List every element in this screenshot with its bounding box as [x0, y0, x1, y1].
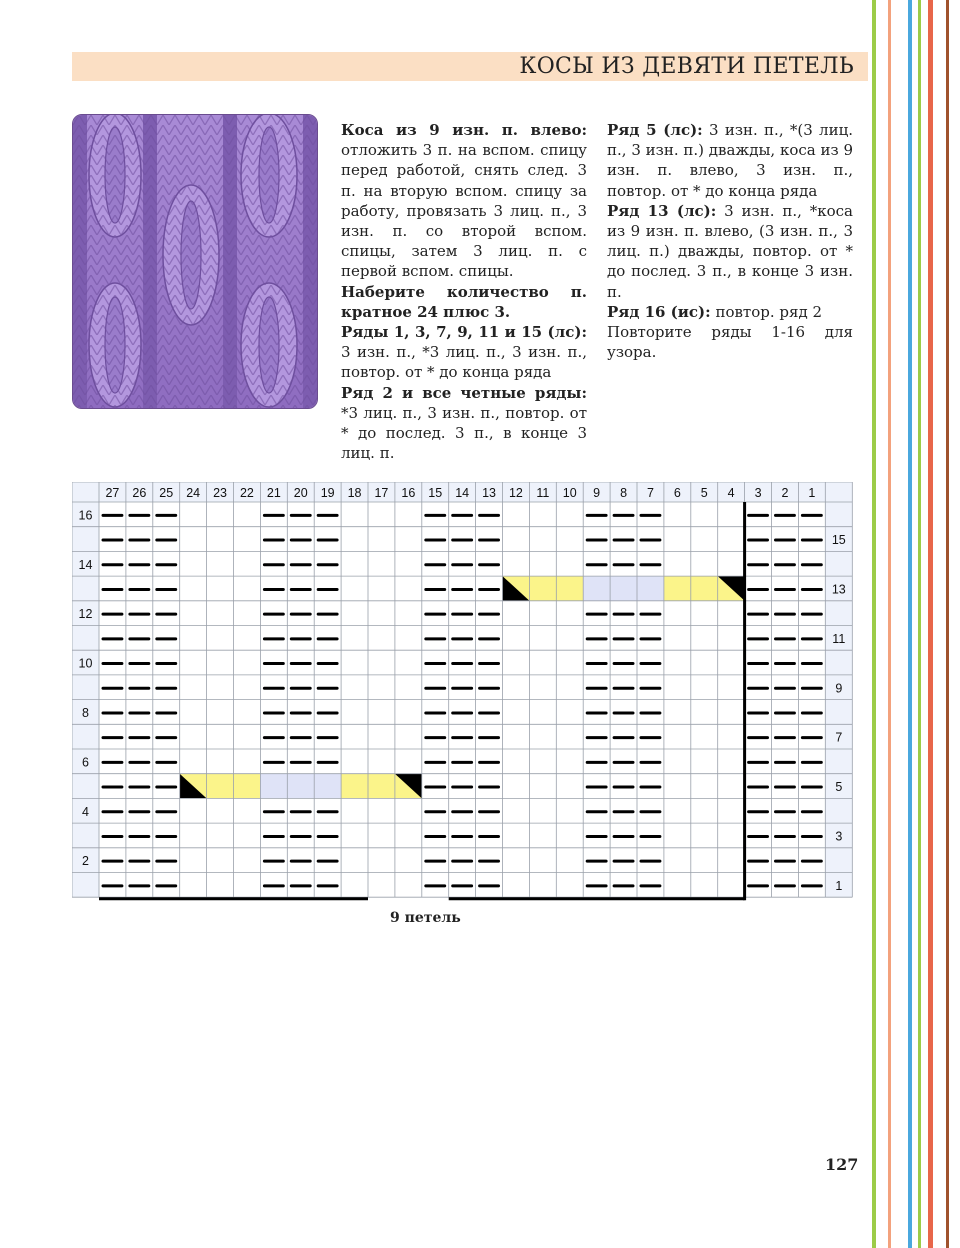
page-number: 127	[825, 1155, 859, 1174]
column-number: 2	[781, 486, 789, 500]
column-number: 5	[700, 486, 708, 500]
column-number: 21	[266, 486, 281, 500]
cable-cell	[207, 774, 234, 799]
decorative-stripe-lime	[918, 0, 921, 1248]
column-number: 16	[401, 486, 416, 500]
row-number-left: 10	[78, 656, 93, 671]
repeat-caption: 9 петель	[390, 910, 461, 926]
column-number: 9	[593, 486, 601, 500]
column-number: 27	[105, 486, 120, 500]
cable-cell	[529, 576, 556, 601]
row-number-left: 6	[82, 755, 89, 770]
decorative-stripe-orange	[888, 0, 891, 1248]
instruction-row-5: Ряд 5 (лс): 3 изн. п., *(3 лиц. п., 3 изн. п.) дважды, коса из 9 изн. п. влево, 3 изн. п., повтор. от * до конца ряда	[607, 121, 853, 200]
column-number: 14	[455, 486, 470, 500]
cable-cell	[637, 576, 664, 601]
row-number-left: 2	[82, 854, 89, 869]
column-number: 3	[754, 486, 762, 500]
row-number-left: 12	[78, 607, 93, 622]
header-band	[72, 52, 868, 81]
column-number: 22	[239, 486, 254, 500]
row-number-left: 14	[78, 557, 93, 572]
cable-cell	[234, 774, 261, 799]
row-number-left: 4	[82, 804, 89, 819]
column-number: 1	[808, 486, 816, 500]
row-number-right: 9	[835, 681, 843, 696]
instruction-cast-on: Наберите количество п. кратное 24 плюс 3.	[341, 282, 587, 321]
decorative-stripe-red	[928, 0, 933, 1248]
column-number: 7	[646, 486, 654, 500]
cable-cell	[664, 576, 691, 601]
column-number: 17	[374, 486, 389, 500]
row-number-right: 15	[831, 533, 846, 548]
instruction-cable-definition: Коса из 9 изн. п. влево: отложить 3 п. на вспом. спицу перед работой, снять след. 3 п. на вторую вспом. спицу за работу, провязать 3 лиц. п., 3 изн. п. со второй вспом. спицы, затем 3 лиц. п. с первой вспом. спицы.	[341, 121, 587, 281]
column-number: 11	[536, 486, 550, 500]
column-number: 18	[347, 486, 362, 500]
column-number: 12	[508, 486, 523, 500]
column-number: 13	[482, 486, 497, 500]
column-number: 4	[727, 486, 735, 500]
instruction-repeat: Повторите ряды 1-16 для узора.	[607, 323, 853, 362]
row-number-right: 11	[832, 631, 846, 646]
decorative-stripe-green	[872, 0, 876, 1248]
column-number: 25	[159, 486, 174, 500]
instruction-row-13: Ряд 13 (лс): 3 изн. п., *коса из 9 изн. п. влево, (3 изн. п., 3 лиц. п.) дважды, повтор. от * до послед. 3 п., в конце 3 изн. п.	[607, 201, 853, 301]
column-number: 10	[562, 486, 577, 500]
knitted-sample-image	[72, 114, 318, 409]
instructions-left-column	[341, 120, 587, 463]
cable-cell	[610, 576, 637, 601]
row-number-right: 5	[835, 780, 843, 795]
column-number: 24	[186, 486, 201, 500]
cable-cell	[314, 774, 341, 799]
cable-cell	[368, 774, 395, 799]
knitting-chart	[72, 482, 854, 902]
cable-cell	[583, 576, 610, 601]
row-number-right: 7	[835, 730, 843, 745]
column-number: 26	[132, 486, 147, 500]
decorative-stripe-brown	[946, 0, 949, 1248]
cable-cell	[556, 576, 583, 601]
column-number: 6	[673, 486, 681, 500]
column-number: 23	[213, 486, 228, 500]
cable-cell	[691, 576, 718, 601]
column-number: 15	[428, 486, 443, 500]
column-number: 8	[620, 486, 628, 500]
cable-cell	[341, 774, 368, 799]
row-number-right: 3	[835, 829, 843, 844]
cable-cell	[260, 774, 287, 799]
row-number-left: 8	[82, 705, 89, 720]
instruction-odd-rows: Ряды 1, 3, 7, 9, 11 и 15 (лс): 3 изн. п., *3 лиц. п., 3 изн. п., повтор. от * до конца ряда	[341, 323, 587, 382]
page-title: КОСЫ ИЗ ДЕВЯТИ ПЕТЕЛЬ	[519, 54, 854, 79]
instruction-row-16: Ряд 16 (ис): повтор. ряд 2	[607, 302, 822, 321]
row-number-left: 16	[78, 508, 93, 523]
column-number: 19	[320, 486, 335, 500]
instruction-even-rows: Ряд 2 и все четные ряды: *3 лиц. п., 3 изн. п., повтор. от * до послед. 3 п., в конце 3 лиц. п.	[341, 383, 587, 463]
cable-cell	[287, 774, 314, 799]
row-number-right: 13	[831, 582, 846, 597]
row-number-right: 1	[835, 878, 843, 893]
column-number: 20	[293, 486, 308, 500]
decorative-stripe-blue	[908, 0, 912, 1248]
instructions-right-column	[607, 120, 853, 362]
